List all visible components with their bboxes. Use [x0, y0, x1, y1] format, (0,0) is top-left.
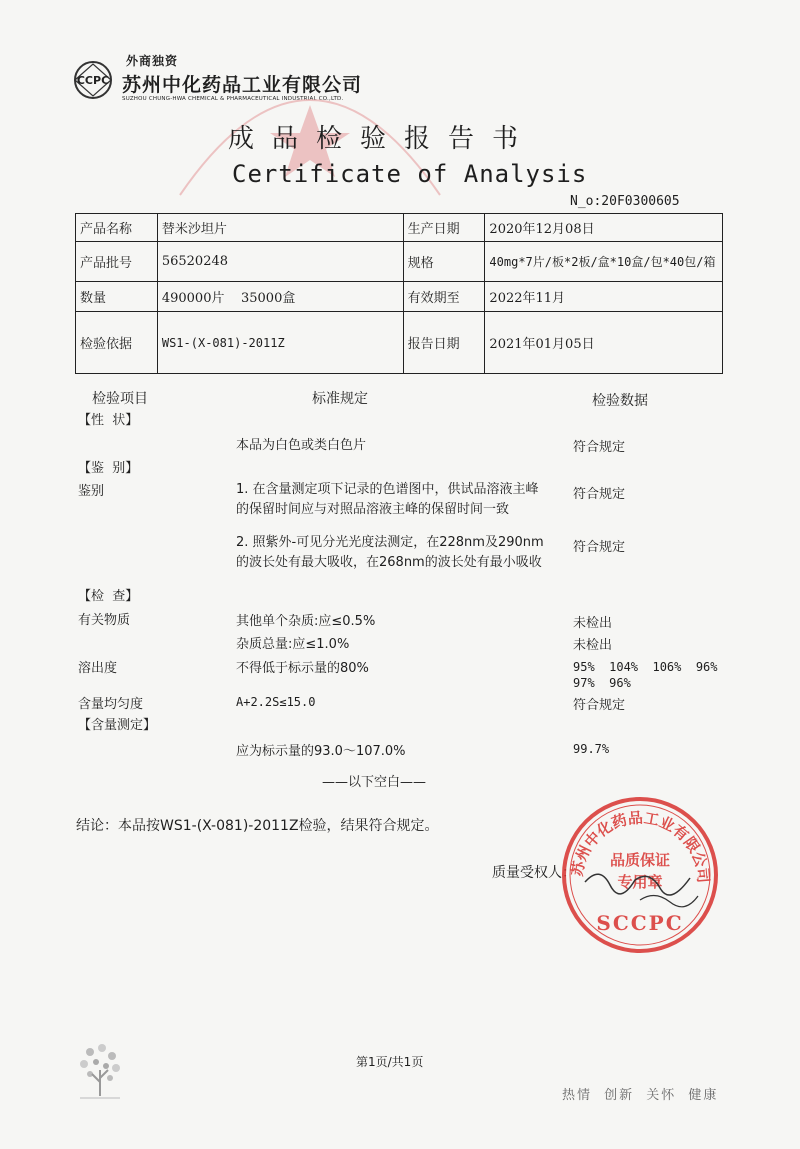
product-name-label: 产品名称 — [76, 214, 158, 242]
table-row — [76, 282, 723, 312]
table-row — [76, 312, 723, 374]
certificate-number: N̲o:20F0300605 — [570, 194, 680, 209]
batch-label: 产品批号 — [76, 242, 158, 282]
assay-standard: 应为标示量的93.0～107.0% — [236, 744, 406, 759]
report-date-label: 报告日期 — [403, 312, 485, 374]
section-identification: 【鉴 别】 — [78, 461, 139, 476]
page-number: 第1页/共1页 — [356, 1055, 424, 1069]
handwritten-signature — [580, 860, 700, 910]
product-name: 替米沙坦片 — [157, 214, 403, 242]
ident-result-2: 符合规定 — [573, 540, 626, 555]
related-standard-1: 其他单个杂质:应≤0.5% — [236, 614, 376, 629]
table-row — [76, 242, 723, 282]
company-name-en: SUZHOU CHUNG-HWA CHEMICAL & PHARMACEUTICAL INDUSTRIAL CO.,LTD. — [122, 96, 344, 102]
related-standard-2: 杂质总量:应≤1.0% — [236, 637, 350, 652]
spec-label: 规格 — [403, 242, 485, 282]
uniformity-result: 符合规定 — [573, 698, 626, 713]
dissolution-standard: 不得低于标示量的80% — [236, 661, 369, 676]
uniformity-standard: A+2.2S≤15.0 — [236, 695, 316, 709]
stamp-inner-1: 品质保证 — [609, 851, 671, 869]
dissolution-result-2: 97% 96% — [573, 676, 631, 690]
prod-date-label: 生产日期 — [403, 214, 485, 242]
conclusion: 结论：本品按WS1-(X-081)-2011Z检验，结果符合规定。 — [76, 818, 439, 834]
appearance-result: 符合规定 — [573, 440, 626, 455]
related-result-1: 未检出 — [573, 616, 613, 631]
col-item-header: 检验项目 — [92, 391, 148, 407]
signature-label: 质量受权人： — [492, 865, 576, 881]
ident-standard-2: 2. 照紫外-可见分光光度法测定，在228nm及290nm的波长处有最大吸收，在268nm的波长处有最小吸收 — [236, 535, 544, 570]
qty-label: 数量 — [76, 282, 158, 312]
qty-value: 490000片 35000盒 — [157, 282, 403, 312]
prod-date: 2020年12月08日 — [485, 214, 723, 242]
stamp-bottom: SCCPC — [596, 911, 684, 935]
assay-result: 99.7% — [573, 742, 610, 756]
ident-item: 鉴别 — [78, 484, 105, 499]
footer-tree-logo — [70, 1040, 130, 1104]
section-assay: 【含量测定】 — [78, 718, 157, 733]
report-date: 2021年01月05日 — [485, 312, 723, 374]
batch-number: 56520248 — [157, 242, 403, 282]
product-info-table — [75, 213, 723, 374]
dissolution-item: 溶出度 — [78, 661, 118, 676]
col-standard-header: 标准规定 — [312, 391, 368, 407]
section-appearance: 【性 状】 — [78, 413, 139, 428]
uniformity-item: 含量均匀度 — [78, 697, 144, 712]
logo-text: CCPC — [76, 74, 110, 87]
section-check: 【检 查】 — [78, 589, 139, 604]
footer-values: 热情 创新 关怀 健康 — [562, 1088, 719, 1103]
stamp-arc-text: 苏州中化药品工业有限公司 — [567, 808, 713, 884]
related-result-2: 未检出 — [573, 638, 613, 653]
company-name-cn: 苏州中化药品工业有限公司 — [122, 74, 363, 96]
end-mark: ——以下空白—— — [322, 775, 427, 790]
stamp-inner-2: 专用章 — [617, 873, 663, 891]
basis-value: WS1-(X-081)-2011Z — [157, 312, 403, 374]
expiry-label: 有效期至 — [403, 282, 485, 312]
col-result-header: 检验数据 — [592, 393, 648, 409]
ident-result-1: 符合规定 — [573, 487, 626, 502]
expiry-value: 2022年11月 — [485, 282, 723, 312]
dissolution-result-1: 95% 104% 106% 96% — [573, 660, 718, 674]
spec-value: 40mg*7片/板*2板/盒*10盒/包*40包/箱 — [485, 242, 723, 282]
company-type: 外商独资 — [126, 54, 179, 68]
appearance-standard: 本品为白色或类白色片 — [236, 438, 367, 453]
basis-label: 检验依据 — [76, 312, 158, 374]
ident-standard-1: 1. 在含量测定项下记录的色谱图中，供试品溶液主峰的保留时间应与对照品溶液主峰的保留时间一致 — [236, 482, 539, 517]
related-item: 有关物质 — [78, 613, 131, 628]
title-cn: 成品检验报告书 — [228, 124, 537, 154]
table-row — [76, 214, 723, 242]
title-en: Certificate of Analysis — [232, 160, 588, 188]
company-logo — [68, 60, 118, 100]
